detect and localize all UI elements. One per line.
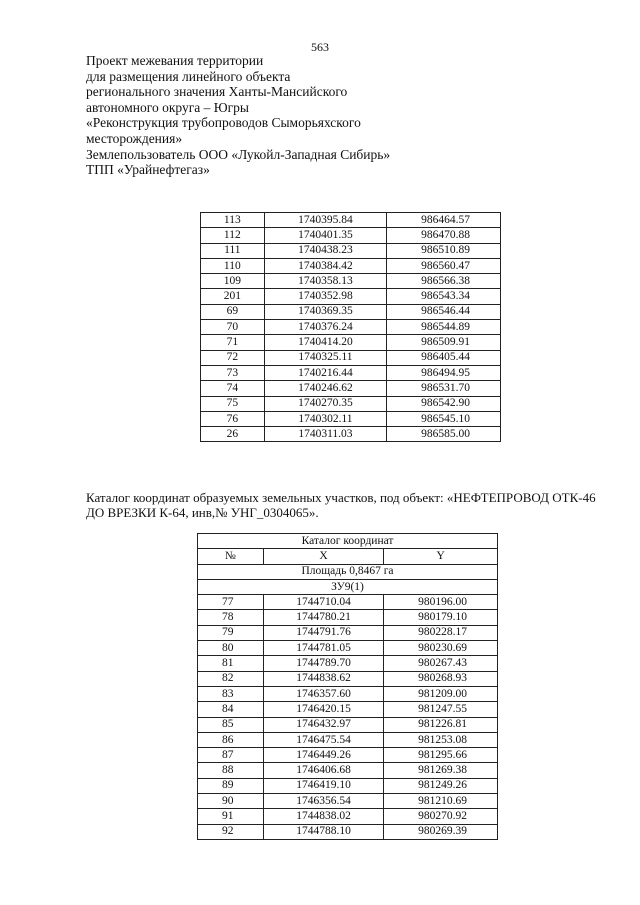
y-coordinate-cell: 981253.08 [384,732,498,747]
area-label: Площадь 0,8467 га [198,564,498,579]
x-coordinate-cell: 1746357.60 [263,686,383,701]
y-coordinate-cell: 980270.92 [384,809,498,824]
y-coordinate-cell: 980269.39 [384,824,498,839]
y-coordinate-cell: 986543.34 [387,289,501,304]
x-coordinate-cell: 1740395.84 [264,213,387,228]
table-row [201,427,501,442]
table-row [198,763,498,778]
x-coordinate-cell: 1744710.04 [263,595,383,610]
page-number: 563 [311,40,329,54]
x-coordinate-cell: 1746420.15 [263,702,383,717]
x-coordinate-cell: 1740401.35 [264,228,387,243]
y-coordinate-cell: 981247.55 [384,702,498,717]
x-coordinate-cell: 1740246.62 [264,381,387,396]
zone-label: ЗУ9(1) [198,579,498,594]
point-number-cell: 90 [198,794,264,809]
col-header-y: Y [384,549,498,564]
point-number-cell: 79 [198,625,264,640]
point-number-cell: 88 [198,763,264,778]
y-coordinate-cell: 986509.91 [387,335,501,350]
x-coordinate-cell: 1740369.35 [264,304,387,319]
table-row [198,702,498,717]
table-header-row [198,549,498,564]
table-row [198,748,498,763]
y-coordinate-cell: 980196.00 [384,595,498,610]
point-number-cell: 110 [201,258,265,273]
coordinates-catalog-table [197,533,498,840]
y-coordinate-cell: 986544.89 [387,320,501,335]
table-row [201,258,501,273]
point-number-cell: 77 [198,595,264,610]
table-row [201,213,501,228]
table-row [201,350,501,365]
x-coordinate-cell: 1746406.68 [263,763,383,778]
header-line: месторождения» [86,130,183,146]
table-row [198,732,498,747]
x-coordinate-cell: 1740358.13 [264,274,387,289]
y-coordinate-cell: 986546.44 [387,304,501,319]
table-row [198,625,498,640]
table-row [201,228,501,243]
point-number-cell: 201 [201,289,265,304]
x-coordinate-cell: 1744791.76 [263,625,383,640]
point-number-cell: 84 [198,702,264,717]
y-coordinate-cell: 986585.00 [387,427,501,442]
x-coordinate-cell: 1740414.20 [264,335,387,350]
coordinates-table-continued [200,212,501,442]
table-row [198,595,498,610]
table-row [198,610,498,625]
table-row [201,411,501,426]
header-line: автономного округа – Югры [86,99,249,115]
x-coordinate-cell: 1744780.21 [263,610,383,625]
x-coordinate-cell: 1746356.54 [263,794,383,809]
x-coordinate-cell: 1744781.05 [263,641,383,656]
col-header-x: X [263,549,383,564]
x-coordinate-cell: 1746449.26 [263,748,383,763]
table-row [201,365,501,380]
point-number-cell: 112 [201,228,265,243]
table-row [198,794,498,809]
x-coordinate-cell: 1746419.10 [263,778,383,793]
x-coordinate-cell: 1744838.62 [263,671,383,686]
point-number-cell: 87 [198,748,264,763]
x-coordinate-cell: 1740376.24 [264,320,387,335]
table-title: Каталог координат [198,534,498,549]
header-line: для размещения линейного объекта [86,68,291,84]
table-row [198,717,498,732]
x-coordinate-cell: 1740311.03 [264,427,387,442]
col-header-number: № [198,549,264,564]
zone-row [198,579,498,594]
point-number-cell: 72 [201,350,265,365]
y-coordinate-cell: 981295.66 [384,748,498,763]
point-number-cell: 71 [201,335,265,350]
x-coordinate-cell: 1744788.10 [263,824,383,839]
table-title-row [198,534,498,549]
y-coordinate-cell: 980230.69 [384,641,498,656]
point-number-cell: 83 [198,686,264,701]
point-number-cell: 91 [198,809,264,824]
document-header [86,53,506,178]
y-coordinate-cell: 980268.93 [384,671,498,686]
table-row [198,778,498,793]
y-coordinate-cell: 981210.69 [384,794,498,809]
point-number-cell: 111 [201,243,265,258]
y-coordinate-cell: 986560.47 [387,258,501,273]
table-row [198,641,498,656]
point-number-cell: 73 [201,365,265,380]
header-line: регионального значения Ханты-Мансийского [86,84,348,100]
table-row [201,304,501,319]
x-coordinate-cell: 1746475.54 [263,732,383,747]
x-coordinate-cell: 1740270.35 [264,396,387,411]
point-number-cell: 92 [198,824,264,839]
y-coordinate-cell: 986464.57 [387,213,501,228]
y-coordinate-cell: 986531.70 [387,381,501,396]
point-number-cell: 85 [198,717,264,732]
x-coordinate-cell: 1744838.02 [263,809,383,824]
point-number-cell: 70 [201,320,265,335]
x-coordinate-cell: 1744789.70 [263,656,383,671]
header-line: ТПП «Урайнефтегаз» [86,162,210,178]
y-coordinate-cell: 981226.81 [384,717,498,732]
x-coordinate-cell: 1740352.98 [264,289,387,304]
table-row [198,824,498,839]
point-number-cell: 26 [201,427,265,442]
point-number-cell: 69 [201,304,265,319]
y-coordinate-cell: 981209.00 [384,686,498,701]
y-coordinate-cell: 986494.95 [387,365,501,380]
table-row [201,320,501,335]
point-number-cell: 78 [198,610,264,625]
area-row [198,564,498,579]
y-coordinate-cell: 981269.38 [384,763,498,778]
header-line: «Реконструкция трубопроводов Сыморьяхского [86,115,361,131]
point-number-cell: 109 [201,274,265,289]
table-row [201,381,501,396]
table-row [198,809,498,824]
y-coordinate-cell: 986470.88 [387,228,501,243]
point-number-cell: 75 [201,396,265,411]
point-number-cell: 74 [201,381,265,396]
x-coordinate-cell: 1740325.11 [264,350,387,365]
y-coordinate-cell: 986510.89 [387,243,501,258]
x-coordinate-cell: 1740438.23 [264,243,387,258]
x-coordinate-cell: 1740216.44 [264,365,387,380]
point-number-cell: 80 [198,641,264,656]
y-coordinate-cell: 986566.38 [387,274,501,289]
x-coordinate-cell: 1740302.11 [264,411,387,426]
table-row [201,396,501,411]
table-row [201,243,501,258]
y-coordinate-cell: 980228.17 [384,625,498,640]
x-coordinate-cell: 1740384.42 [264,258,387,273]
table-row [201,274,501,289]
point-number-cell: 89 [198,778,264,793]
y-coordinate-cell: 986542.90 [387,396,501,411]
table-row [201,289,501,304]
y-coordinate-cell: 981249.26 [384,778,498,793]
catalog-caption: Каталог координат образуемых земельных участков, под объект: «НЕФТЕПРОВОД ОТК-46 ДО ВРЕЗКИ К-64, инв,№ УНГ_0304065». [86,490,596,520]
header-line: Проект межевания территории [86,53,264,68]
point-number-cell: 86 [198,732,264,747]
y-coordinate-cell: 980179.10 [384,610,498,625]
point-number-cell: 76 [201,411,265,426]
table-row [198,656,498,671]
table-row [198,671,498,686]
header-line: Землепользователь ООО «Лукойл-Западная Сибирь» [86,146,391,162]
table-row [198,686,498,701]
point-number-cell: 81 [198,656,264,671]
table-row [201,335,501,350]
y-coordinate-cell: 986405.44 [387,350,501,365]
x-coordinate-cell: 1746432.97 [263,717,383,732]
point-number-cell: 82 [198,671,264,686]
y-coordinate-cell: 986545.10 [387,411,501,426]
y-coordinate-cell: 980267.43 [384,656,498,671]
point-number-cell: 113 [201,213,265,228]
